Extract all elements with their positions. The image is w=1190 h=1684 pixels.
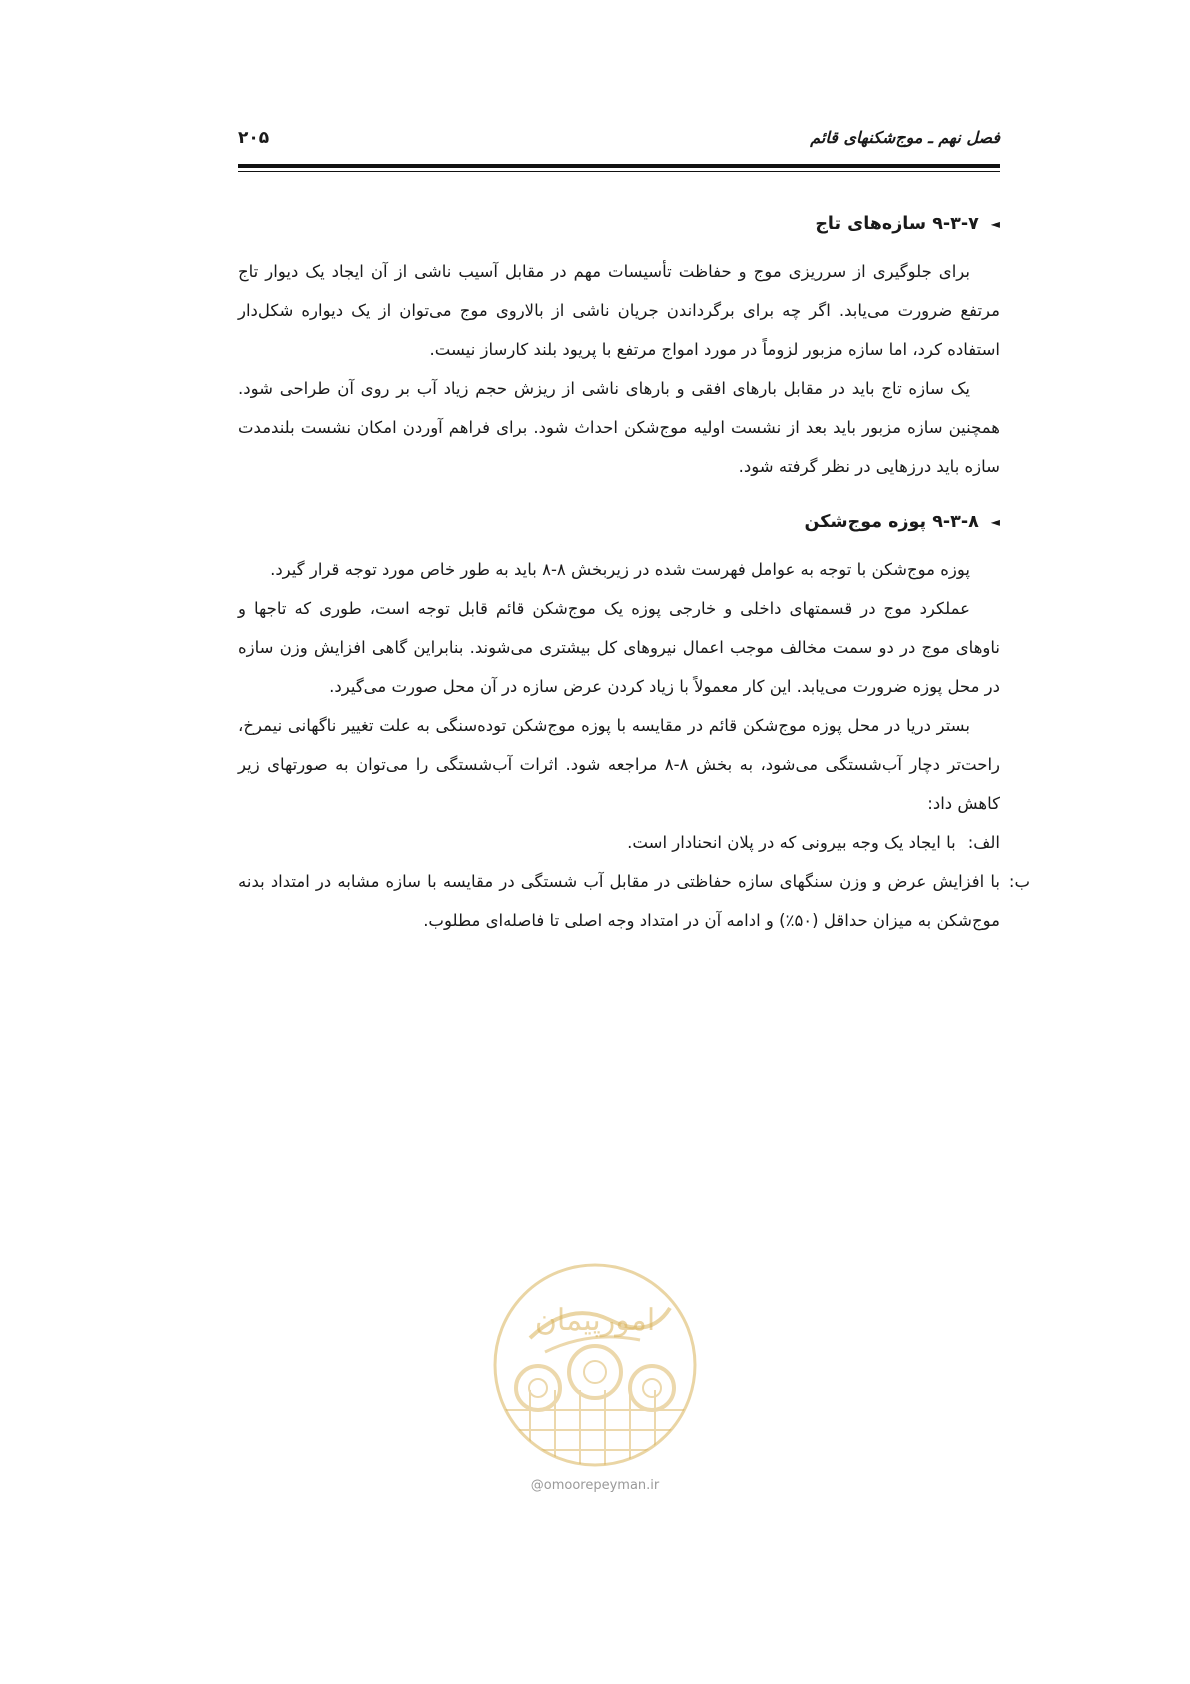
section-heading-breakwater-head bbox=[238, 504, 1000, 540]
triangle-marker-icon: ◄ bbox=[990, 514, 1000, 529]
list-item bbox=[238, 862, 1030, 940]
list-item-text: با افزایش عرض و وزن سنگهای سازه حفاظتی در مقابل آب شستگی در مقایسه با سازه مشابه در امتداد بدنه موج‌شکن به میزان حداقل (۵۰٪) و ادامه آن در امتداد وجه اصلی تا فاصله‌ای مطلوب. bbox=[238, 872, 1000, 930]
at-icon: @ bbox=[530, 1478, 544, 1493]
paragraph: برای جلوگیری از سرریزی موج و حفاظت تأسیسات مهم در مقابل آسیب ناشی از آن ایجاد یک دیوار تاج مرتفع ضرورت می‌یابد. اگر چه برای برگرداندن جریان ناشی از بالاروی موج می‌توان از یک دیواره شکل‌دار استفاده کرد، اما سازه مزبور لزوماً در مورد امواج مرتفع با پریود بلند کارساز نیست. bbox=[238, 262, 1000, 359]
chapter-title: فصل نهم ـ موج‌شکنهای قائم bbox=[810, 128, 1000, 147]
watermark-logo bbox=[490, 1260, 700, 1470]
header-rule-thin bbox=[238, 171, 1000, 172]
section-title: سازه‌های تاج bbox=[815, 213, 927, 234]
triangle-marker-icon: ◄ bbox=[990, 216, 1000, 231]
page-number: ۲۰۵ bbox=[238, 128, 270, 148]
section-heading-crown-structures bbox=[238, 206, 1000, 242]
paragraph: بستر دریا در محل پوزه موج‌شکن قائم در مقایسه با پوزه موج‌شکن توده‌سنگی به علت تغییر ناگهانی نیمرخ، راحت‌تر دچار آب‌شستگی می‌شود، به بخش ۸-۸ مراجعه شود. اثرات آب‌شستگی را می‌توان به صورتهای زیر کاهش داد: bbox=[238, 716, 1000, 813]
list-item-label: ب: bbox=[1008, 872, 1030, 891]
paragraph: عملکرد موج در قسمتهای داخلی و خارجی پوزه یک موج‌شکن قائم قابل توجه است، طوری که تاجها و ناوهای موج در دو سمت مخالف موجب اعمال نیروهای کل بیشتری می‌شوند. بنابراین گاهی افزایش وزن سازه در محل پوزه ضرورت می‌یابد. این کار معمولاً با زیاد کردن عرض سازه در آن محل صورت می‌گیرد. bbox=[238, 599, 1000, 696]
watermark-url bbox=[492, 1478, 698, 1493]
section-title: پوزه موج‌شکن bbox=[804, 511, 927, 532]
section-gap bbox=[238, 486, 1000, 504]
watermark-logo-text: امورپیمان bbox=[534, 1303, 656, 1338]
list-item-label: الف: bbox=[967, 833, 1000, 852]
watermark-url-text: omoorepeyman.ir bbox=[543, 1478, 660, 1493]
paragraph: پوزه موج‌شکن با توجه به عوامل فهرست شده در زیربخش ۸-۸ باید به طور خاص مورد توجه قرار گیرد. bbox=[270, 560, 970, 579]
list-item bbox=[238, 823, 1000, 862]
paragraph: یک سازه تاج باید در مقابل بارهای افقی و بارهای ناشی از ریزش حجم زیاد آب بر روی آن طراحی شود. همچنین سازه مزبور باید بعد از نشست اولیه موج‌شکن احداث شود. برای فراهم آوردن امکان نشست بلندمدت سازه باید درزهایی در نظر گرفته شود. bbox=[238, 379, 1000, 476]
list-item-text: با ایجاد یک وجه بیرونی که در پلان انحنادار است. bbox=[627, 833, 956, 852]
body-content bbox=[238, 206, 1030, 940]
section-number: ۹-۳-۷ bbox=[932, 213, 979, 234]
header-rule-thick bbox=[238, 164, 1000, 168]
running-header bbox=[238, 128, 1000, 158]
section-number: ۹-۳-۸ bbox=[932, 511, 979, 532]
